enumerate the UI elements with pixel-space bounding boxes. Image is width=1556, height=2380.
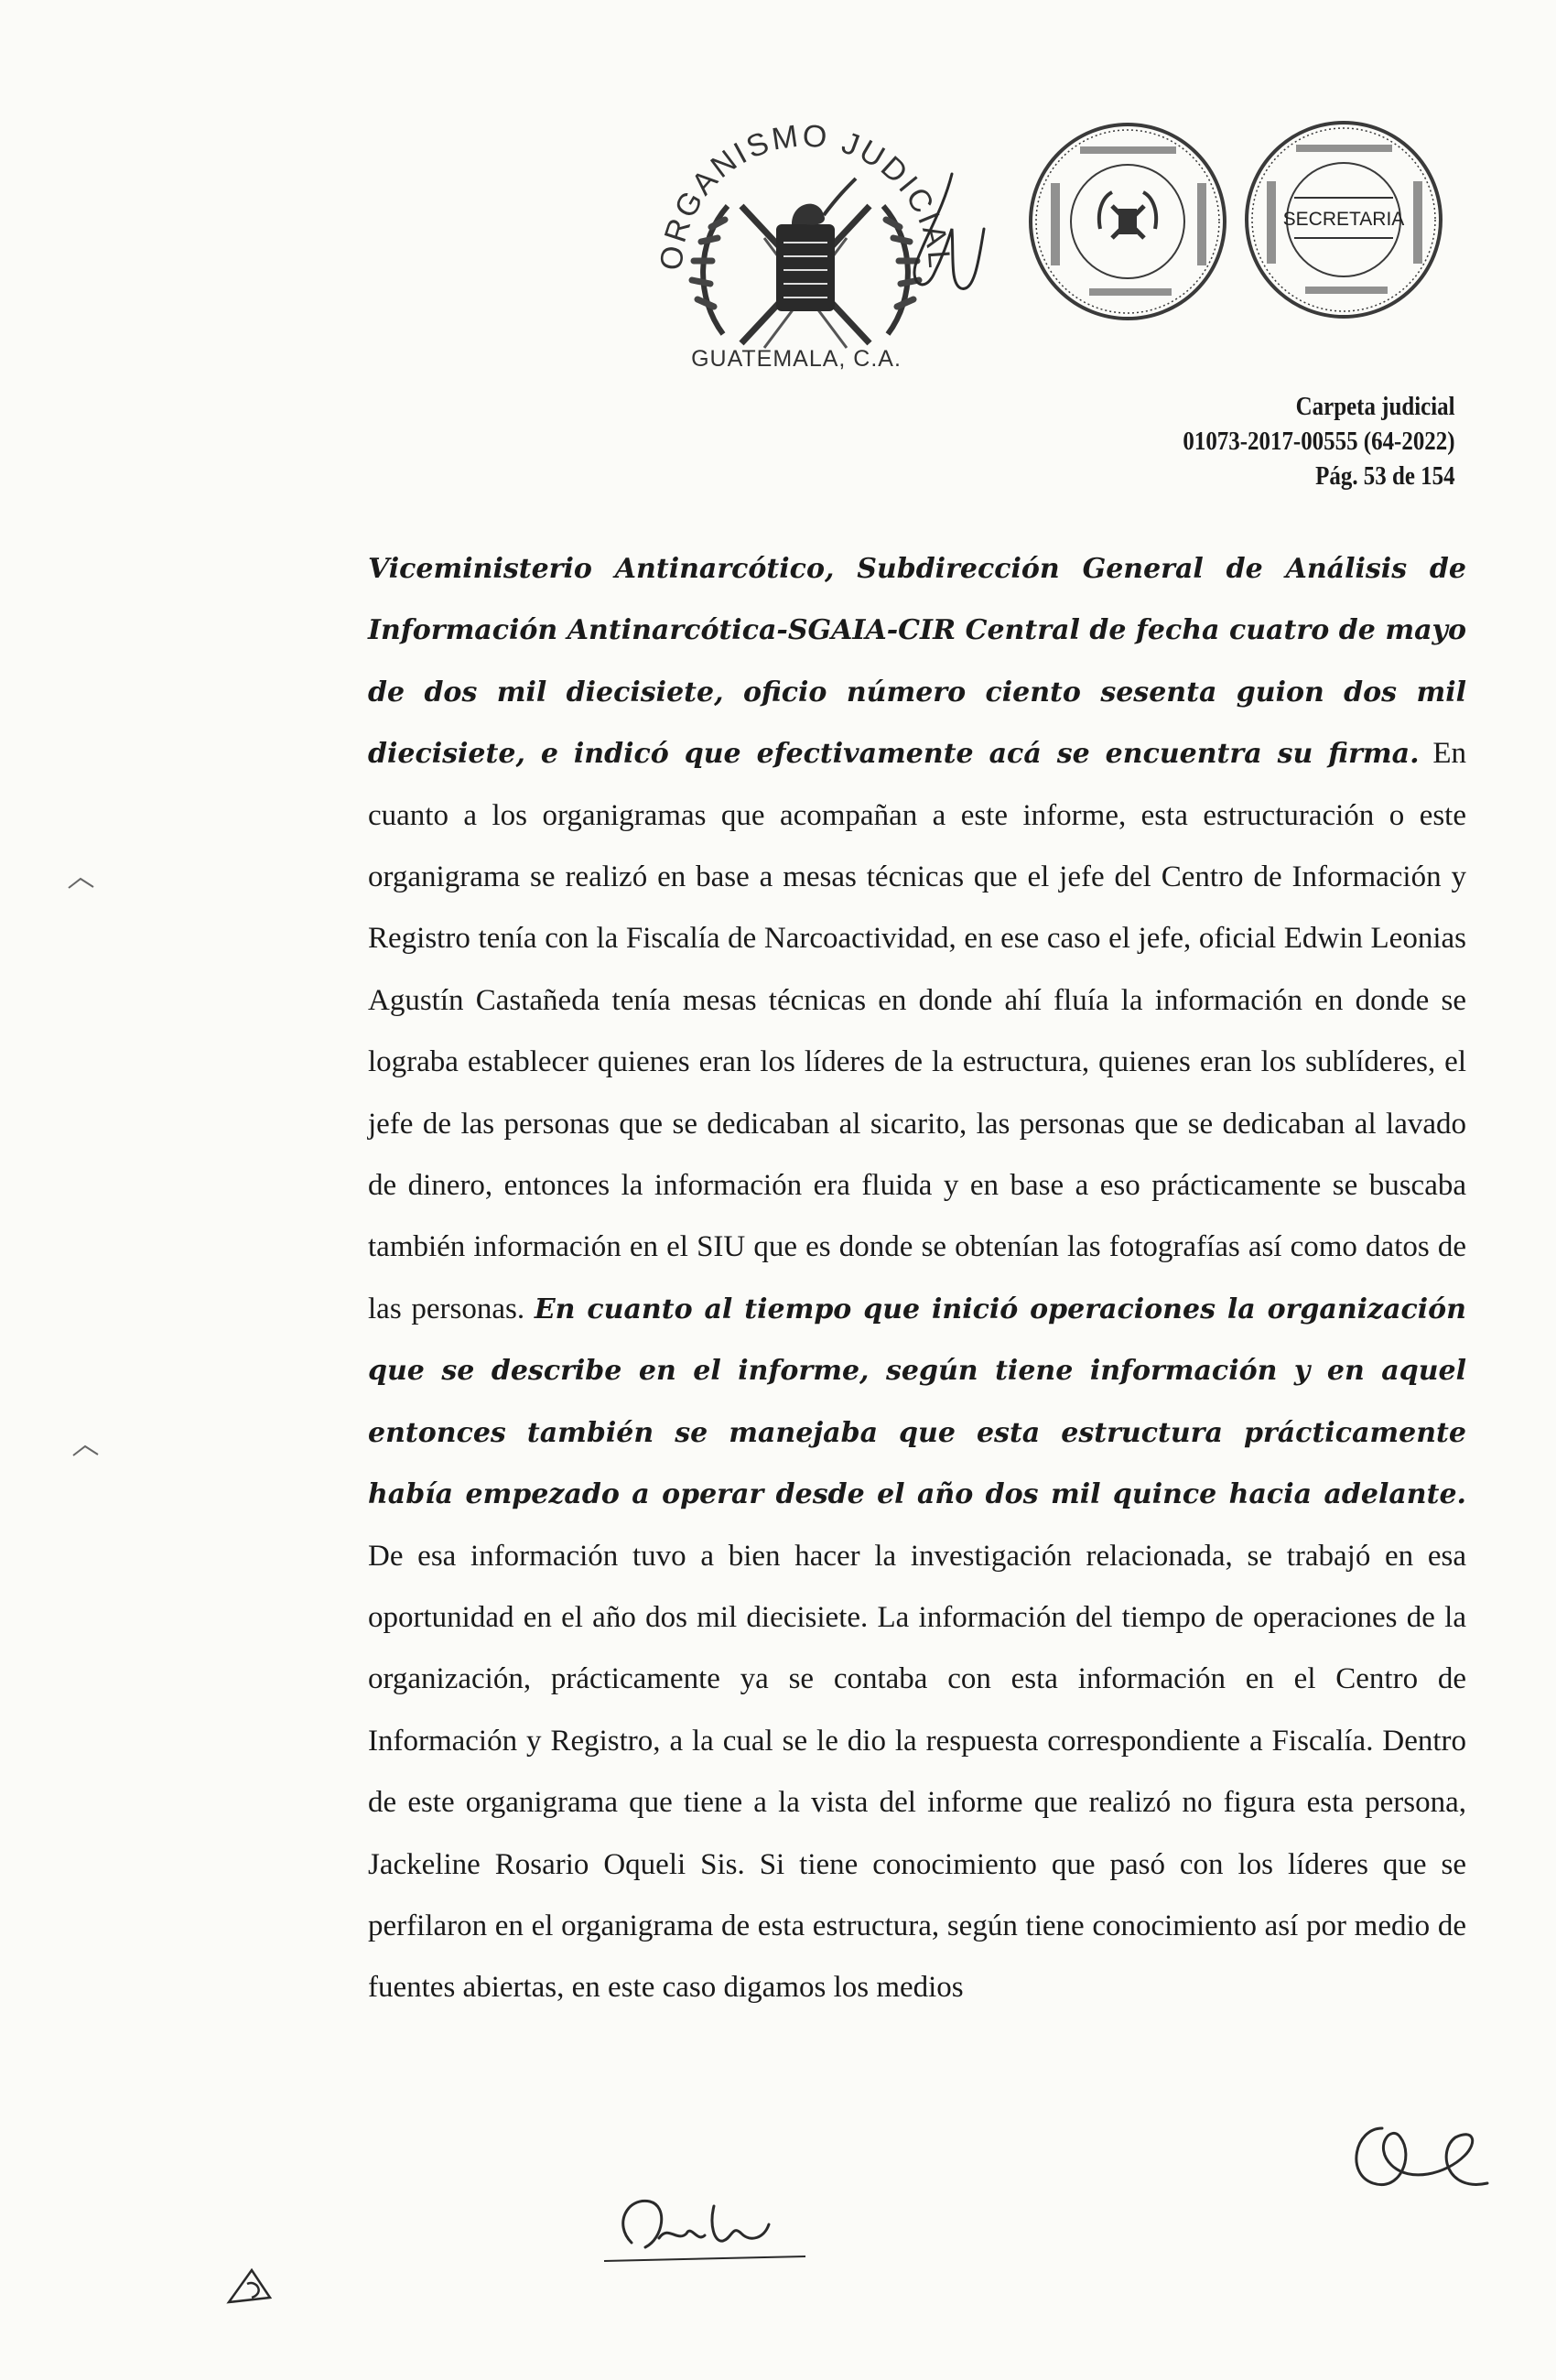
court-seal-right — [1241, 117, 1447, 323]
body-segment-4: De esa información tuvo a bien hacer la investigación relacionada, se trabajó en esa oportunidad en el año dos mil diecisiete. La información del tiempo de operaciones de la organización, prácticamente ya se contaba con esta información en el Centro de Información y Registro, a la cual se le dio la respuesta correspondiente a Fiscalía. Dentro de este organigrama que tiene a la vista del informe que realizó no figura esta persona, Jackeline Rosario Oqueli Sis. Si tiene conocimiento que pasó con los líderes que se perfilaron en el organigrama de esta estructura, según tiene conocimiento así por medio de fuentes abiertas, en este caso digamos los medios — [368, 1539, 1466, 2005]
document-body — [368, 538, 1466, 2019]
case-number: 01073-2017-00555 (64-2022) — [1183, 427, 1455, 456]
handwritten-signature-bottom-left — [595, 2169, 815, 2279]
court-seal-left — [1025, 119, 1231, 325]
case-reference — [1183, 389, 1455, 493]
handwritten-signature-top — [888, 156, 989, 311]
scan-speck-icon — [69, 1442, 105, 1460]
secretary-seal-icon — [1241, 117, 1447, 323]
scan-speck-icon — [64, 874, 101, 892]
court-seal-icon — [1025, 119, 1231, 325]
body-bold-segment-1: Viceministerio Antinarcótico, Subdirección General de Análisis de Información Antinarcótica-SGAIA-CIR Central de fecha cuatro de mayo de dos mil diecisiete, oficio número ciento sesenta guion dos mil diecisiete, e indicó que efectivamente acá se encuentra su firma. — [368, 553, 1466, 771]
emblem-arc-text: ORGANISMO JUDICIAL — [654, 118, 957, 272]
seal-secretaria-label: SECRETARIA — [1282, 209, 1405, 230]
handwritten-mark-icon — [220, 2252, 284, 2316]
emblem-caption: GUATEMALA, C.A. — [691, 346, 902, 372]
body-bold-segment-3: En cuanto al tiempo que inició operaciones la organización que se describe en el informe, según tiene información y en aquel entonces también se manejaba que esta estructura prácticamente había empezado a operar desde el año dos mil quince hacia adelante. — [368, 1293, 1466, 1511]
case-label: Carpeta judicial — [1296, 392, 1455, 421]
page-number: Pág. 53 de 154 — [1315, 461, 1455, 491]
handwritten-initials-bottom-right — [1327, 2110, 1510, 2211]
body-segment-2: En cuanto a los organigramas que acompañan a este informe, esta estructuración o este organigrama se realizó en base a mesas técnicas que el jefe del Centro de Información y Registro tenía con la Fiscalía de Narcoactividad, en ese caso el jefe, oficial Edwin Leonias Agustín Castañeda tenía mesas técnicas en donde ahí fluía la información en donde se lograba establecer quienes eran los líderes de la estructura, quienes eran los sublíderes, el jefe de las personas que se dedicaban al sicarito, las personas que se dedicaban al lavado de dinero, entonces la información era fluida y en base a eso prácticamente se buscaba también información en el SIU que es donde se obtenían las fotografías así como datos de las personas. — [368, 737, 1466, 1325]
